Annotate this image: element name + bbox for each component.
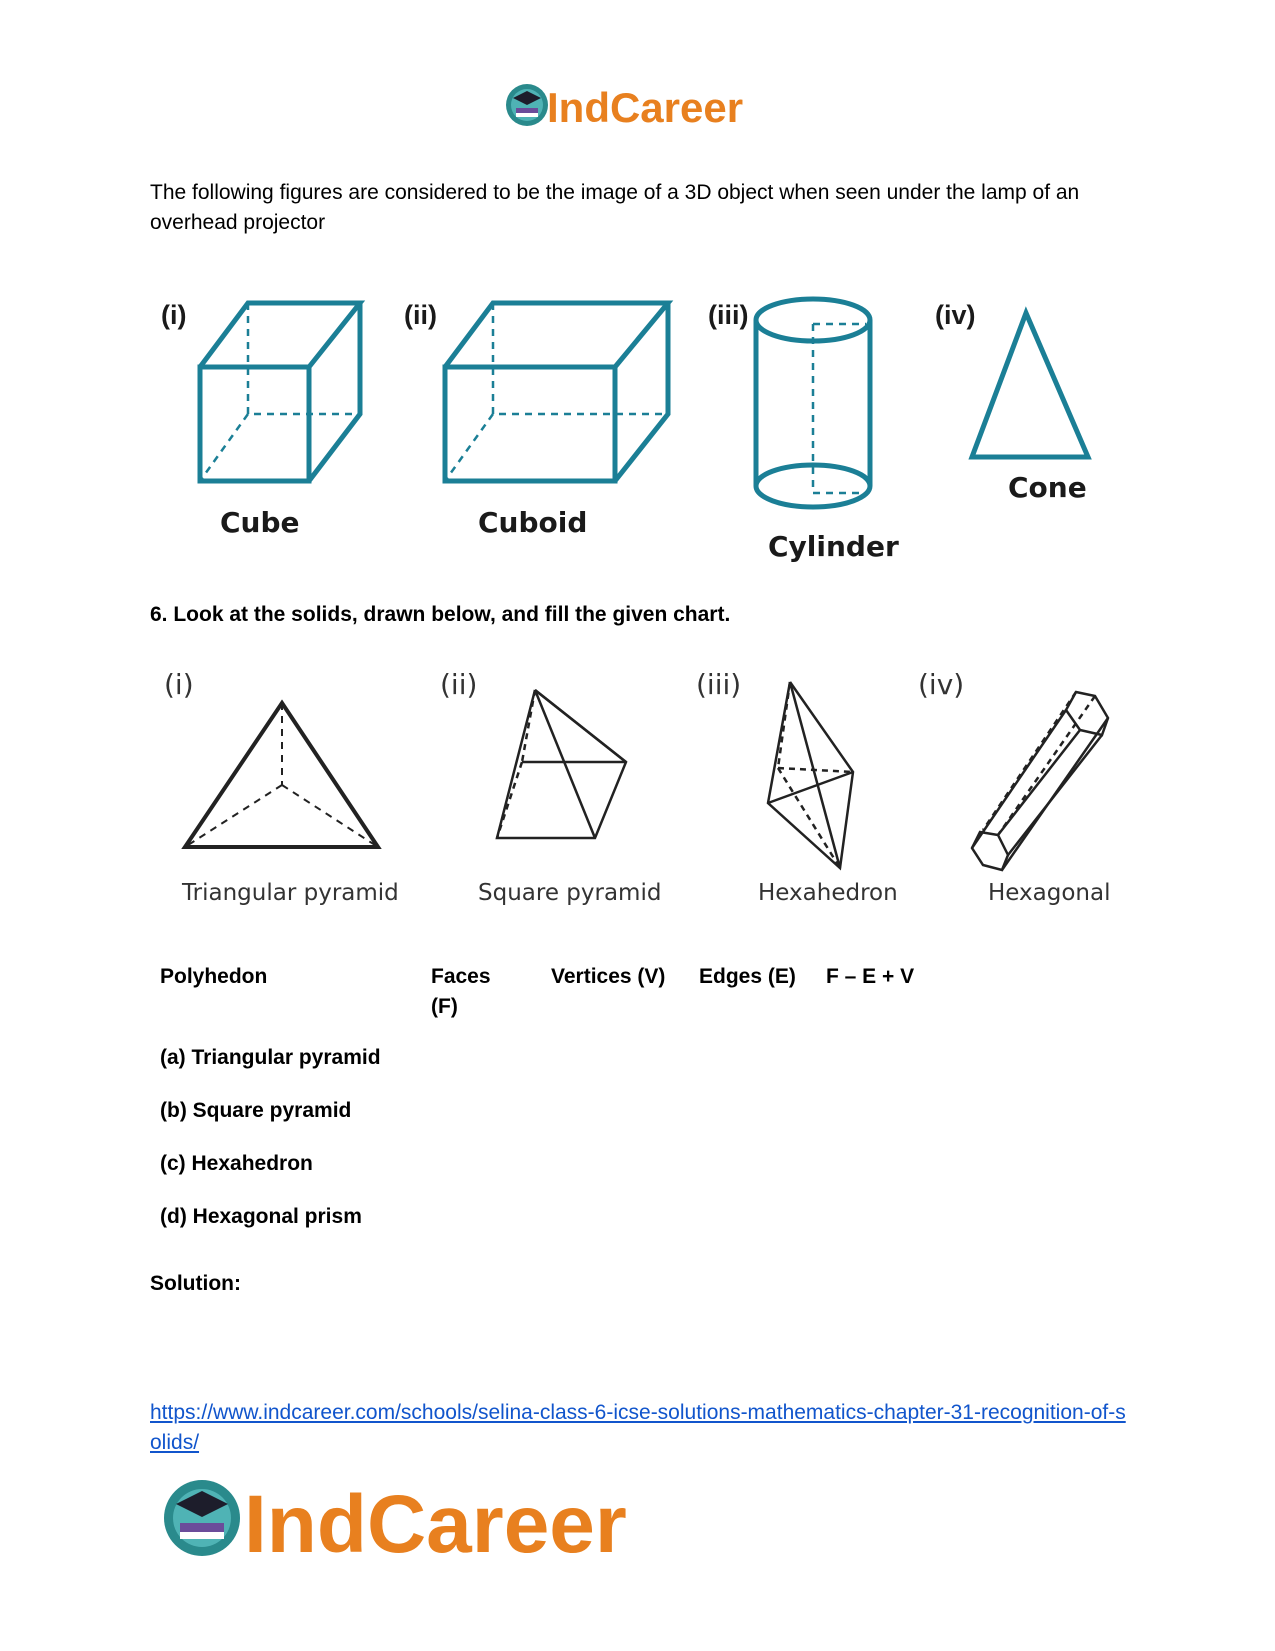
logo-wordmark: IndCareer <box>244 1479 627 1570</box>
source-link[interactable]: https://www.indcareer.com/schools/selina-class-6-icse-solutions-mathematics-chapter-31-recognition-of-solids/ <box>150 1401 1126 1454</box>
chart-row: (b) Square pyramid <box>160 1099 352 1122</box>
chart-row: (a) Triangular pyramid <box>160 1046 381 1069</box>
chart-header-faces: Faces (F) <box>431 965 491 1018</box>
solid-label-hexagonal: Hexagonal <box>988 880 1111 906</box>
figure-label-cylinder: Cylinder <box>768 530 899 563</box>
figure-numeral: (iii) <box>708 300 749 330</box>
figure-cube <box>200 303 360 481</box>
chart-header-vertices: Vertices (V) <box>551 965 666 988</box>
figure-numeral: (i) <box>161 300 187 330</box>
indcareer-logo-bottom <box>160 1468 700 1568</box>
logo-wordmark: IndCareer <box>547 84 744 131</box>
solid-numeral: (i) <box>164 668 194 701</box>
solid-hexahedron <box>768 682 853 868</box>
solids-figures <box>150 660 1130 890</box>
solid-numeral: (ii) <box>440 668 478 701</box>
chart-header-euler: F – E + V <box>826 965 915 988</box>
solid-square-pyramid <box>497 690 626 838</box>
solid-numeral: (iii) <box>696 668 742 701</box>
figure-numeral: (ii) <box>404 300 437 330</box>
intro-paragraph: The following figures are considered to be the image of a 3D object when seen under the lamp of an overhead projector <box>150 181 1080 234</box>
chart-row: (d) Hexagonal prism <box>160 1205 362 1228</box>
indcareer-logo-top <box>503 78 793 132</box>
logo-emblem-icon <box>164 1480 240 1556</box>
figure-numeral: (iv) <box>935 300 976 330</box>
solid-label-square-pyramid: Square pyramid <box>478 880 662 906</box>
solid-label-triangular-pyramid: Triangular pyramid <box>182 880 399 906</box>
chart-header-polyhedon: Polyhedon <box>160 965 268 988</box>
solid-label-hexahedron: Hexahedron <box>758 880 898 906</box>
solid-triangular-pyramid <box>185 703 378 847</box>
figure-label-cuboid: Cuboid <box>478 506 588 539</box>
solid-hexagonal-prism <box>972 692 1108 870</box>
solution-label: Solution: <box>150 1272 241 1295</box>
solid-numeral: (iv) <box>918 668 965 701</box>
figure-cylinder <box>756 299 870 507</box>
chart-row: (c) Hexahedron <box>160 1152 313 1175</box>
figure-cuboid <box>445 303 668 481</box>
figure-label-cone: Cone <box>1008 471 1087 504</box>
logo-emblem-icon <box>506 84 548 126</box>
figure-cone <box>972 313 1088 457</box>
figure-label-cube: Cube <box>220 506 300 539</box>
chart-header-edges: Edges (E) <box>699 965 796 988</box>
question-6: 6. Look at the solids, drawn below, and fill the given chart. <box>150 603 731 626</box>
